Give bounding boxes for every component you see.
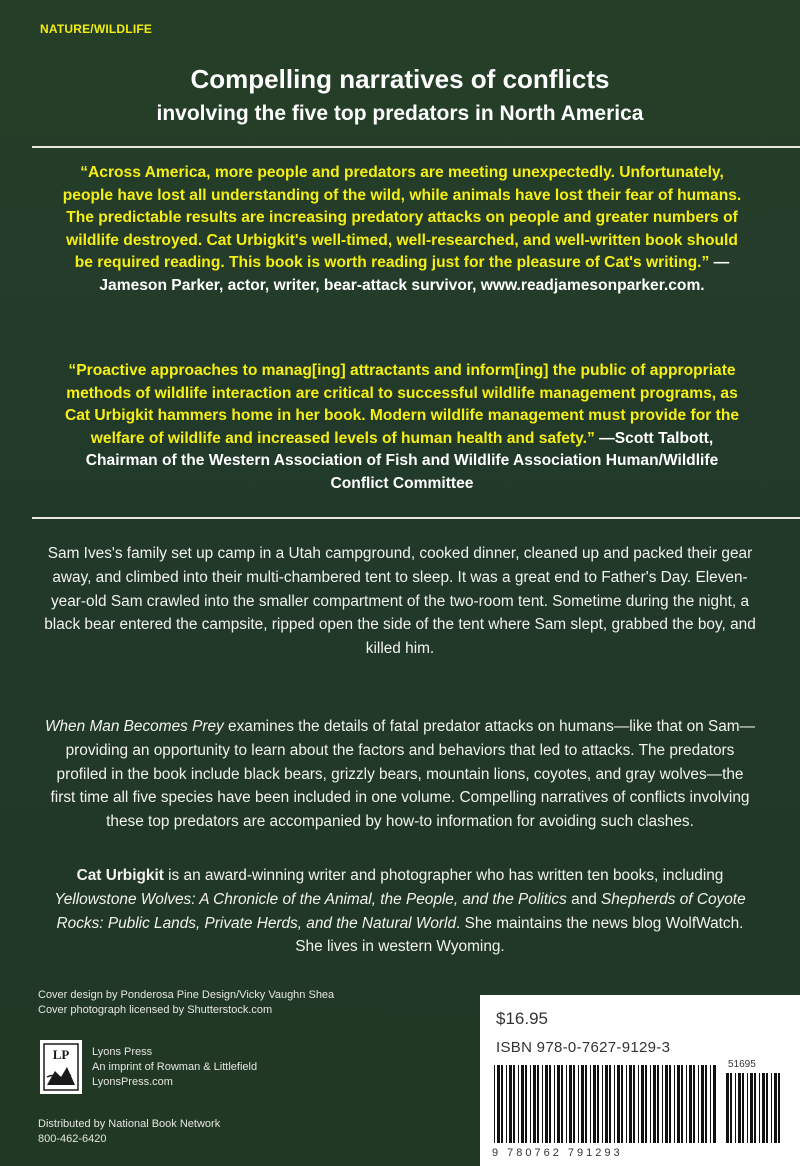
headline-line-2: involving the five top predators in North America <box>156 102 644 125</box>
cover-design-credit: Cover design by Ponderosa Pine Design/Vicky Vaughn Shea <box>38 989 335 1001</box>
bio-text-b: and <box>566 890 602 908</box>
publisher-name: Lyons Press <box>92 1046 153 1058</box>
price-label: $16.95 <box>496 1009 548 1028</box>
distributor-phone: 800-462-6420 <box>38 1133 107 1145</box>
publisher-info <box>92 1045 257 1090</box>
quote-2-text: “Proactive approaches to manag[ing] attractants and inform[ing] the public of appropriate methods of wildlife interaction are critical to successful wildlife management programs, as Cat Urbigkit hammers home in her book. Modern wildlife management must provide for the welfare of wildlife and increased levels of human health and safety.” <box>64 362 740 447</box>
other-book-1: Yellowstone Wolves: A Chronicle of the Animal, the People, and the Politics <box>54 890 567 908</box>
barcode-bars <box>494 1065 786 1145</box>
author-name: Cat Urbigkit <box>76 867 164 884</box>
isbn-label: ISBN 978-0-7627-9129-3 <box>496 1039 671 1056</box>
divider-top <box>32 146 800 148</box>
quote-2-attribution: —Scott Talbott, Chairman of the Western Association of Fish and Wildlife Association Human/Wildlife Conflict Committee <box>85 429 719 492</box>
headline-line-1: Compelling narratives of conflicts <box>190 64 610 94</box>
bio-text-c: . She maintains the news blog WolfWatch. She lives in western Wyoming. <box>295 914 744 956</box>
divider-middle <box>32 517 800 519</box>
publisher-website: LyonsPress.com <box>92 1076 173 1088</box>
book-title: When Man Becomes Prey <box>44 718 224 735</box>
supplement-code: 51695 <box>728 1059 756 1070</box>
other-book-2: Shepherds of Coyote Rocks: Public Lands, Private Herds, and the Natural World <box>56 890 746 932</box>
description-paragraph-2 <box>44 715 756 834</box>
author-bio <box>44 864 756 959</box>
barcode-digits: 9 780762 791293 <box>492 1147 623 1159</box>
category-label: NATURE/WILDLIFE <box>40 22 153 36</box>
cover-photo-credit: Cover photograph licensed by Shutterstock.com <box>38 1004 273 1016</box>
publisher-logo-icon <box>40 1040 82 1094</box>
quote-1-text: “Across America, more people and predators are meeting unexpectedly. Unfortunately, people have lost all understanding of the wild, while animals have lost their fear of humans. The predictable results are increasing predatory attacks on people and greater numbers of wildlife destroyed. Cat Urbigkit's well-timed, well-researched, and well-written book should be required reading. This book is worth reading just for the pleasure of Cat's writing.” <box>62 164 742 271</box>
cover-credits <box>38 988 334 1018</box>
description-paragraph-1: Sam Ives's family set up camp in a Utah campground, cooked dinner, cleaned up and packed their gear away, and climbed into their multi-chambered tent to sleep. It was a great end to Father's Day. Eleven-year-old Sam crawled into the smaller compartment of the two-room tent. Sometime during the night, a black bear entered the campsite, ripped open the side of the tent where Sam slept, grabbed the boy, and killed him. <box>44 545 756 658</box>
logo-lettering: LP <box>52 1047 70 1062</box>
distributor-name: Distributed by National Book Network <box>38 1118 221 1130</box>
endorsement-quote-1 <box>62 162 742 297</box>
distributor-info <box>38 1117 220 1147</box>
paragraph-2-text: examines the details of fatal predator attacks on humans—like that on Sam—providing an opportunity to learn about the factors and behaviors that led to attacks. The predators profiled in the book include black bears, grizzly bears, mountain lions, coyotes, and gray wolves—the first time all five species have been included in one volume. Compelling narratives of conflicts involving these top predators are accompanied by how-to information for avoiding such clashes. <box>50 718 756 831</box>
endorsement-quote-2 <box>62 360 742 495</box>
publisher-imprint: An imprint of Rowman & Littlefield <box>92 1061 258 1073</box>
barcode-panel <box>480 995 800 1166</box>
bio-text-a: is an award-winning writer and photographer who has written ten books, including <box>163 867 724 884</box>
quote-1-attribution: —Jameson Parker, actor, writer, bear-attack survivor, www.readjamesonparker.com. <box>99 254 730 294</box>
